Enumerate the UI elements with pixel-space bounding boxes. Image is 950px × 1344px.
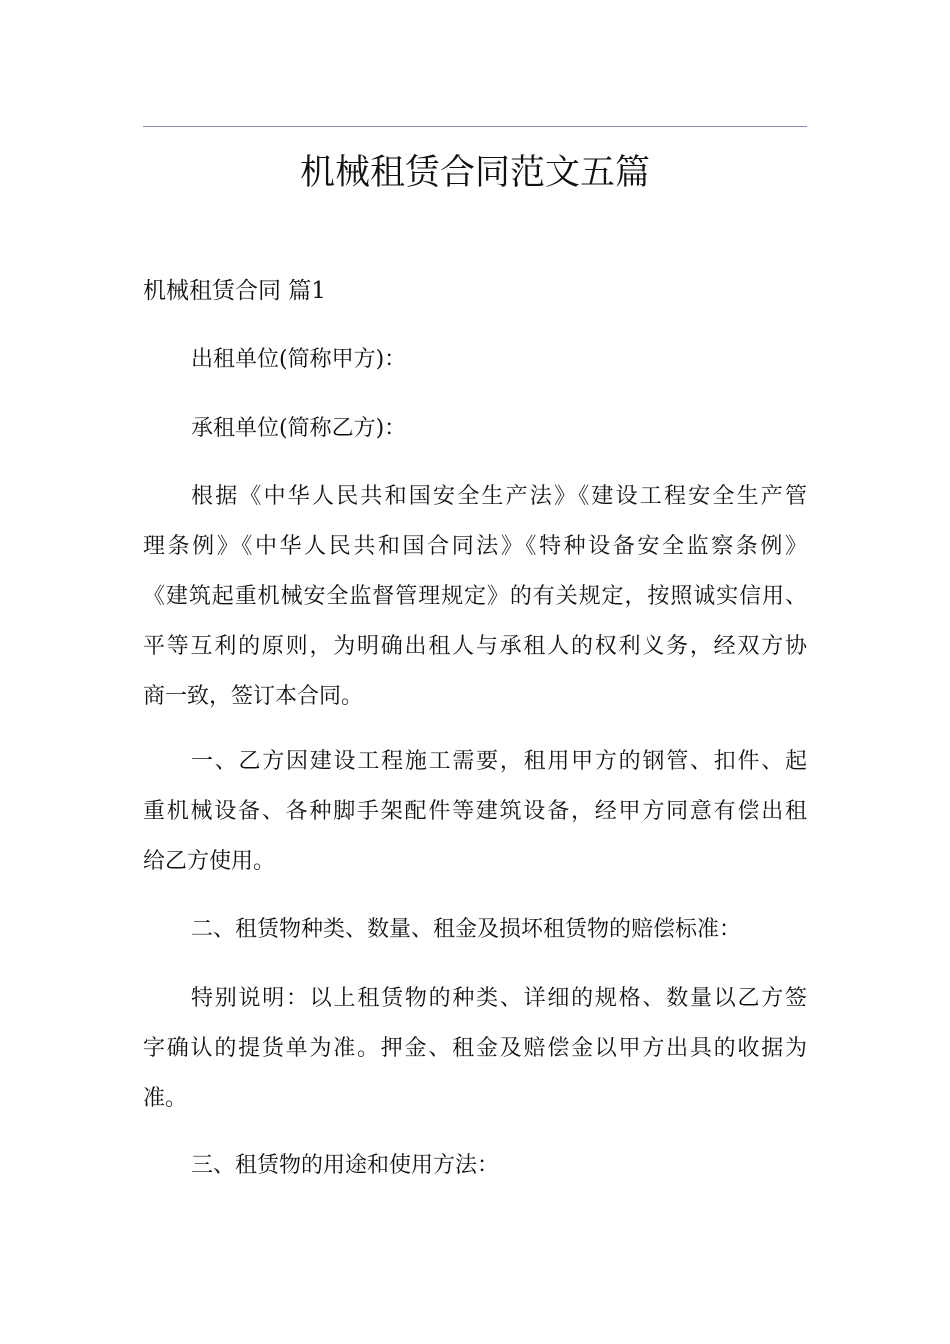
special-note-paragraph [143, 974, 807, 1124]
paragraph-line: 承租单位(简称乙方)： [191, 416, 407, 441]
paragraph-line: 准。 [143, 1086, 188, 1111]
clause-three [143, 1141, 807, 1191]
paragraph-line: 出租单位(简称甲方)： [191, 347, 407, 372]
paragraph-line: 一、乙方因建设工程施工需要，租用甲方的钢管、扣件、起 [191, 749, 807, 774]
document-title: 机械租赁合同范文五篇 [299, 153, 650, 193]
paragraph-line: 字确认的提货单为准。押金、租金及赔偿金以甲方出具的收据为 [143, 1036, 807, 1061]
paragraph-line: 二、租赁物种类、数量、租金及损坏租赁物的赔偿标准： [191, 917, 742, 942]
basis-paragraph [143, 472, 807, 722]
clause-one [143, 737, 807, 887]
lessor-line [143, 335, 807, 385]
clause-two [143, 905, 807, 955]
paragraph-line: 理条例》《中华人民共和国合同法》《特种设备安全监察条例》 [143, 534, 807, 559]
section-heading: 机械租赁合同 篇1 [143, 278, 326, 304]
paragraph-line: 重机械设备、各种脚手架配件等建筑设备，经甲方同意有偿出租 [143, 799, 807, 824]
paragraph-line: 特别说明：以上租赁物的种类、详细的规格、数量以乙方签 [191, 986, 807, 1011]
paragraph-line: 根据《中华人民共和国安全生产法》《建设工程安全生产管 [191, 484, 807, 509]
lessee-line [143, 404, 807, 454]
paragraph-line: 给乙方使用。 [143, 849, 276, 874]
paragraph-line: 商一致，签订本合同。 [143, 684, 364, 709]
paragraph-line: 《建筑起重机械安全监督管理规定》的有关规定，按照诚实信用、 [143, 584, 807, 609]
paragraph-line: 平等互利的原则，为明确出租人与承租人的权利义务，经双方协 [143, 634, 807, 659]
paragraph-line: 三、租赁物的用途和使用方法： [191, 1153, 500, 1178]
header-rule [143, 126, 807, 127]
